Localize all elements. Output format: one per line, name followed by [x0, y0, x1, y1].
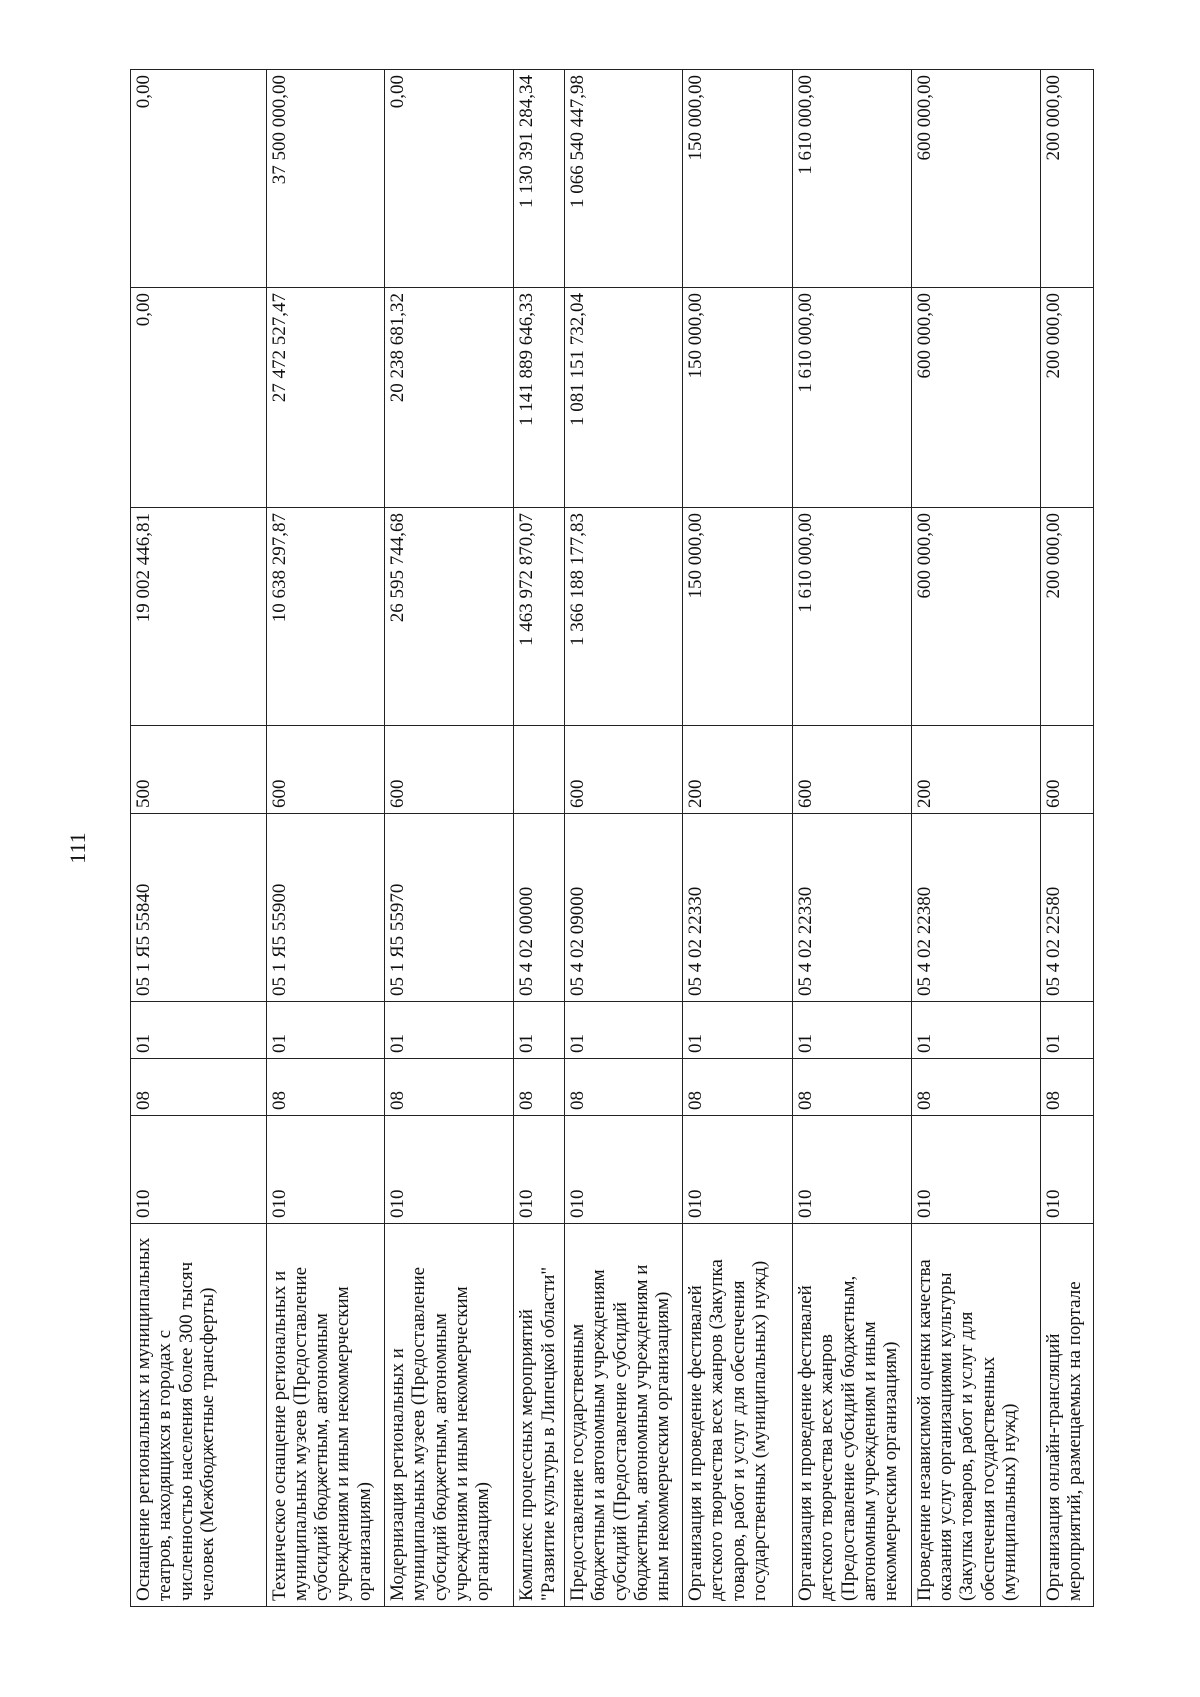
row-name: Предоставление государственным бюджетным и автономным учреждениям субсидий (Предоставление субсидий бюджетным, автономным учреждениям и иным некоммерческим организациям) [565, 1224, 683, 1607]
row-name: Организация онлайн-трансляций мероприятий, размещаемых на портале [1040, 1224, 1093, 1607]
table-row [683, 70, 793, 1607]
section-code: 08 [514, 1059, 565, 1116]
target-code: 05 1 Я5 55970 [385, 814, 514, 1002]
page-number: 111 [65, 832, 90, 864]
target-code: 05 1 Я5 55840 [131, 814, 267, 1002]
sum-year-1: 19 002 446,81 [131, 508, 267, 726]
row-name: Организация и проведение фестивалей детского творчества всех жанров (Предоставление субсидий бюджетным, автономным учреждениям и иным некоммерческим организациям) [793, 1224, 912, 1607]
section-code: 08 [266, 1059, 385, 1116]
section-code: 08 [793, 1059, 912, 1116]
sum-year-1: 1 610 000,00 [793, 508, 912, 726]
target-code: 05 4 02 22380 [911, 814, 1040, 1002]
expense-type: 600 [565, 726, 683, 814]
table-row [1040, 70, 1093, 1607]
admin-code: 010 [514, 1116, 565, 1224]
sum-year-2: 1 141 889 646,33 [514, 288, 565, 508]
target-code: 05 4 02 00000 [514, 814, 565, 1002]
table-row [565, 70, 683, 1607]
admin-code: 010 [793, 1116, 912, 1224]
admin-code: 010 [131, 1116, 267, 1224]
subsection-code: 01 [266, 1002, 385, 1059]
sum-year-3: 0,00 [385, 70, 514, 288]
table-row [131, 70, 267, 1607]
sum-year-3: 200 000,00 [1040, 70, 1093, 288]
sum-year-3: 0,00 [131, 70, 267, 288]
sum-year-1: 200 000,00 [1040, 508, 1093, 726]
table-row [385, 70, 514, 1607]
sum-year-2: 200 000,00 [1040, 288, 1093, 508]
target-code: 05 4 02 22330 [683, 814, 793, 1002]
sum-year-2: 27 472 527,47 [266, 288, 385, 508]
expense-type: 200 [911, 726, 1040, 814]
subsection-code: 01 [565, 1002, 683, 1059]
budget-table-wrapper [130, 70, 1094, 1607]
target-code: 05 1 Я5 55900 [266, 814, 385, 1002]
target-code: 05 4 02 22580 [1040, 814, 1093, 1002]
sum-year-2: 150 000,00 [683, 288, 793, 508]
subsection-code: 01 [911, 1002, 1040, 1059]
admin-code: 010 [1040, 1116, 1093, 1224]
sum-year-2: 0,00 [131, 288, 267, 508]
section-code: 08 [131, 1059, 267, 1116]
row-name: Организация и проведение фестивалей детского творчества всех жанров (Закупка товаров, работ и услуг для обеспечения государственных (муниципальных) нужд) [683, 1224, 793, 1607]
section-code: 08 [683, 1059, 793, 1116]
admin-code: 010 [385, 1116, 514, 1224]
row-name: Техническое оснащение региональных и муниципальных музеев (Предоставление субсидий бюджетным, автономным учреждениям и иным некоммерческим организациям) [266, 1224, 385, 1607]
section-code: 08 [385, 1059, 514, 1116]
expense-type: 200 [683, 726, 793, 814]
subsection-code: 01 [131, 1002, 267, 1059]
sum-year-1: 26 595 744,68 [385, 508, 514, 726]
sum-year-1: 1 463 972 870,07 [514, 508, 565, 726]
sum-year-1: 1 366 188 177,83 [565, 508, 683, 726]
subsection-code: 01 [793, 1002, 912, 1059]
sum-year-1: 150 000,00 [683, 508, 793, 726]
section-code: 08 [911, 1059, 1040, 1116]
subsection-code: 01 [385, 1002, 514, 1059]
row-name: Модернизация региональных и муниципальных музеев (Предоставление субсидий бюджетным, автономным учреждениям и иным некоммерческим организациям) [385, 1224, 514, 1607]
row-name: Проведение независимой оценки качества оказания услуг организациями культуры (Закупка товаров, работ и услуг для обеспечения государственных (муниципальных) нужд) [911, 1224, 1040, 1607]
expense-type: 600 [1040, 726, 1093, 814]
sum-year-2: 1 610 000,00 [793, 288, 912, 508]
sum-year-2: 20 238 681,32 [385, 288, 514, 508]
section-code: 08 [1040, 1059, 1093, 1116]
table-row [514, 70, 565, 1607]
table-row [911, 70, 1040, 1607]
sum-year-3: 1 066 540 447,98 [565, 70, 683, 288]
admin-code: 010 [565, 1116, 683, 1224]
subsection-code: 01 [683, 1002, 793, 1059]
sum-year-3: 37 500 000,00 [266, 70, 385, 288]
section-code: 08 [565, 1059, 683, 1116]
expense-type: 500 [131, 726, 267, 814]
sum-year-2: 1 081 151 732,04 [565, 288, 683, 508]
admin-code: 010 [911, 1116, 1040, 1224]
row-name: Оснащение региональных и муниципальных театров, находящихся в городах с численностью населения более 300 тысяч человек (Межбюджетные трансферты) [131, 1224, 267, 1607]
expense-type [514, 726, 565, 814]
admin-code: 010 [683, 1116, 793, 1224]
budget-table [130, 69, 1094, 1607]
target-code: 05 4 02 22330 [793, 814, 912, 1002]
sum-year-3: 1 130 391 284,34 [514, 70, 565, 288]
sum-year-3: 150 000,00 [683, 70, 793, 288]
target-code: 05 4 02 09000 [565, 814, 683, 1002]
row-name: Комплекс процессных мероприятий "Развитие культуры в Липецкой области" [514, 1224, 565, 1607]
table-row [793, 70, 912, 1607]
subsection-code: 01 [1040, 1002, 1093, 1059]
sum-year-2: 600 000,00 [911, 288, 1040, 508]
expense-type: 600 [385, 726, 514, 814]
subsection-code: 01 [514, 1002, 565, 1059]
expense-type: 600 [793, 726, 912, 814]
sum-year-3: 1 610 000,00 [793, 70, 912, 288]
admin-code: 010 [266, 1116, 385, 1224]
table-row [266, 70, 385, 1607]
expense-type: 600 [266, 726, 385, 814]
budget-table-rotated [130, 70, 1094, 1607]
sum-year-3: 600 000,00 [911, 70, 1040, 288]
sum-year-1: 600 000,00 [911, 508, 1040, 726]
sum-year-1: 10 638 297,87 [266, 508, 385, 726]
